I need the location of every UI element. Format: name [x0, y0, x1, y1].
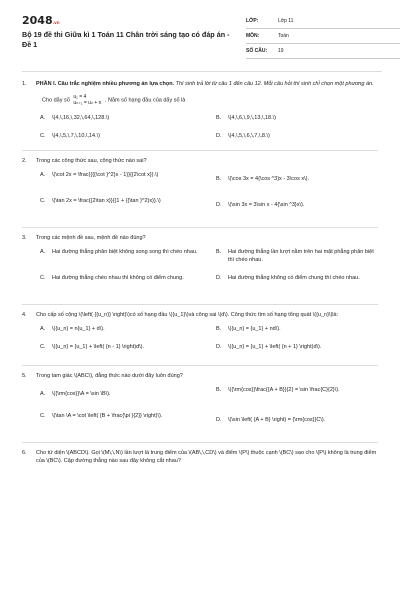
option-label: C.: [40, 344, 46, 350]
question-text: Cho cấp số cộng \(\left( {{u_n}} \right)\)có số hạng đầu \({u_1}\)và công sai \(d\). Công thức tìm số hạng tổng quát \({u_n}\)là:: [36, 312, 339, 318]
logo-main: 2048: [22, 14, 53, 27]
option-d[interactable]: [216, 201, 376, 209]
option-label: C.: [40, 133, 46, 139]
option-label: D.: [216, 344, 222, 350]
option-text: \(4,\,6,\,9,\,13,\,18.\): [228, 115, 276, 121]
questions: [22, 80, 378, 465]
option-text: \({\rm{cos}}\A = \sin \B\).: [52, 391, 111, 397]
option-label: B.: [216, 115, 222, 121]
option-text: Hai đường thẳng không có điểm chung thì chéo nhau.: [228, 275, 360, 281]
option-text: \(\cot 2x = \frac{{{{\cot }^2}x - 1}}{{2\cot x}}.\): [52, 172, 159, 178]
question-text: Trong tam giác \(ABC\), đẳng thức nào dưới đây luôn đúng?: [36, 373, 183, 379]
options: [40, 114, 378, 144]
option-label: D.: [216, 133, 222, 139]
option-a[interactable]: [40, 114, 200, 122]
options: [40, 325, 378, 359]
meta-key: LỚP:: [246, 18, 259, 24]
option-label: B.: [216, 326, 222, 332]
meta-row-subject: [246, 29, 400, 44]
meta-value: Toán: [278, 33, 289, 39]
option-d[interactable]: [216, 132, 376, 140]
option-text: \(\cos 3x = 4{\cos ^3}x - 3\cos x\).: [228, 176, 309, 182]
question-divider: [22, 304, 378, 305]
meta-row-count: [246, 44, 400, 59]
part-heading: [36, 80, 378, 88]
option-label: B.: [216, 387, 222, 393]
option-c[interactable]: [40, 197, 200, 205]
option-b[interactable]: [216, 175, 376, 183]
option-text: \(\sin \left( {A + B} \right) = {\rm{cos}}C\).: [228, 417, 326, 423]
question-prefix: Cho dãy số: [42, 97, 70, 104]
header-divider: [22, 71, 382, 72]
meta-value: Lớp 11: [278, 18, 294, 24]
option-c[interactable]: [40, 274, 200, 282]
question-divider: [22, 227, 378, 228]
option-a[interactable]: [40, 390, 200, 398]
question-text: Cho tứ diện \(ABCD\). Gọi \(M\,\,N\) lần lượt là trung điểm của \(AB\,\,CD\) và điểm \(P\) thuộc cạnh \(BC\) sao cho \(P\) không là trung điểm của \(BC\). Cặp đường thẳng nào sau đây không cắt nhau?: [36, 450, 377, 464]
meta-table: [246, 14, 400, 59]
options: [40, 386, 378, 436]
option-d[interactable]: [216, 416, 376, 424]
option-label: D.: [216, 417, 222, 423]
option-text: \(4,\,5,\,6,\,7,\,8.\): [228, 133, 270, 139]
option-text: \({u_n} = n{u_1} + d\).: [52, 326, 105, 332]
option-c[interactable]: [40, 132, 200, 140]
option-text: \(4,\,5,\,7,\,10,\,14.\): [52, 133, 100, 139]
question-text: Trong các mệnh đề sau, mệnh đề nào đúng?: [36, 235, 146, 241]
option-label: D.: [216, 202, 222, 208]
option-label: C.: [40, 275, 46, 281]
header: [22, 14, 382, 66]
option-b[interactable]: [216, 114, 376, 122]
question-number: 3.: [22, 235, 27, 241]
question-text: Trong các công thức sau, công thức nào sai?: [36, 158, 147, 164]
question-number: 4.: [22, 312, 27, 318]
meta-value: 19: [278, 48, 284, 54]
option-text: Hai đường thẳng phân biệt không song song thì chéo nhau.: [52, 249, 198, 255]
option-label: C.: [40, 198, 46, 204]
option-label: A.: [40, 172, 46, 178]
option-text: \(\tan 2x = \frac{{2\tan x}}{{1 + {{\tan }^2}x}}.\): [52, 198, 161, 204]
document-title: Bộ 19 đề thi Giữa kì 1 Toán 11 Chân trời sáng tạo có đáp án - Đề 1: [22, 30, 230, 49]
question-number: 2.: [22, 158, 27, 164]
option-a[interactable]: [40, 325, 200, 333]
option-text: \({u_n} = {u_1} + \left( {n + 1} \right)d\).: [228, 344, 322, 350]
part-note: Thí sinh trả lời từ câu 1 đến câu 12. Mỗi câu hỏi thí sinh chỉ chọn một phương án.: [175, 81, 374, 87]
option-text: \({\rm{cos}}\frac{{A + B}}{2} = \sin \frac{C}{2}\).: [228, 387, 340, 393]
option-text: \(4,\,16,\,32,\,64,\,128.\): [52, 115, 110, 121]
options: [40, 171, 378, 221]
question-5: [22, 372, 378, 436]
option-label: A.: [40, 391, 46, 397]
question-divider: [22, 150, 378, 151]
option-b[interactable]: [216, 325, 376, 333]
sequence-definition: [73, 94, 101, 106]
logo-suffix: .vn: [52, 20, 60, 25]
option-b[interactable]: [216, 386, 376, 394]
question-text: [42, 94, 378, 106]
options: [40, 248, 378, 298]
question-number: 5.: [22, 373, 27, 379]
option-text: Hai đường thẳng chéo nhau thì không có điểm chung.: [52, 275, 184, 281]
question-6: [22, 449, 378, 465]
meta-key: MÔN:: [246, 33, 260, 39]
question-3: [22, 234, 378, 298]
meta-key: SỐ CÂU:: [246, 48, 268, 54]
question-number: 6.: [22, 450, 27, 456]
question-divider: [22, 442, 378, 443]
option-text: \({u_n} = {u_1} + nd\).: [228, 326, 281, 332]
option-c[interactable]: [40, 412, 200, 420]
option-a[interactable]: [40, 171, 200, 179]
meta-row-class: [246, 14, 400, 29]
question-number: 1.: [22, 81, 27, 87]
option-d[interactable]: [216, 274, 376, 282]
question-4: [22, 311, 378, 359]
option-a[interactable]: [40, 248, 200, 256]
option-text: Hai đường thẳng lần lượt nằm trên hai mặt phẳng phân biệt thì chéo nhau.: [228, 249, 374, 263]
part-title: PHẦN I. Câu trắc nghiệm nhiều phương án lựa chọn.: [36, 81, 175, 87]
site-logo[interactable]: [22, 14, 60, 27]
option-label: D.: [216, 275, 222, 281]
option-label: B.: [216, 176, 222, 182]
option-label: A.: [40, 115, 46, 121]
option-label: C.: [40, 413, 46, 419]
question-2: [22, 157, 378, 221]
option-text: \(\tan \A = \cot \left( {B + \frac{\pi }{2}} \right)\).: [52, 413, 163, 419]
option-text: \(\sin 3x = 3\sin x - 4{\sin ^3}x\).: [228, 202, 305, 208]
question-divider: [22, 365, 378, 366]
question-suffix: . Năm số hạng đầu của dãy số là: [104, 97, 186, 104]
sequence-line-1: u₁ = 4: [73, 94, 87, 100]
option-label: A.: [40, 249, 46, 255]
option-d[interactable]: [216, 343, 376, 351]
question-1: [22, 80, 378, 144]
sequence-line-2: uₙ₊₁ = uₙ + n: [73, 100, 102, 106]
option-label: B.: [216, 249, 222, 255]
option-b[interactable]: [216, 248, 376, 264]
option-text: \({u_n} = {u_1} + \left( {n - 1} \right)d\).: [52, 344, 145, 350]
option-c[interactable]: [40, 343, 200, 351]
option-label: A.: [40, 326, 46, 332]
